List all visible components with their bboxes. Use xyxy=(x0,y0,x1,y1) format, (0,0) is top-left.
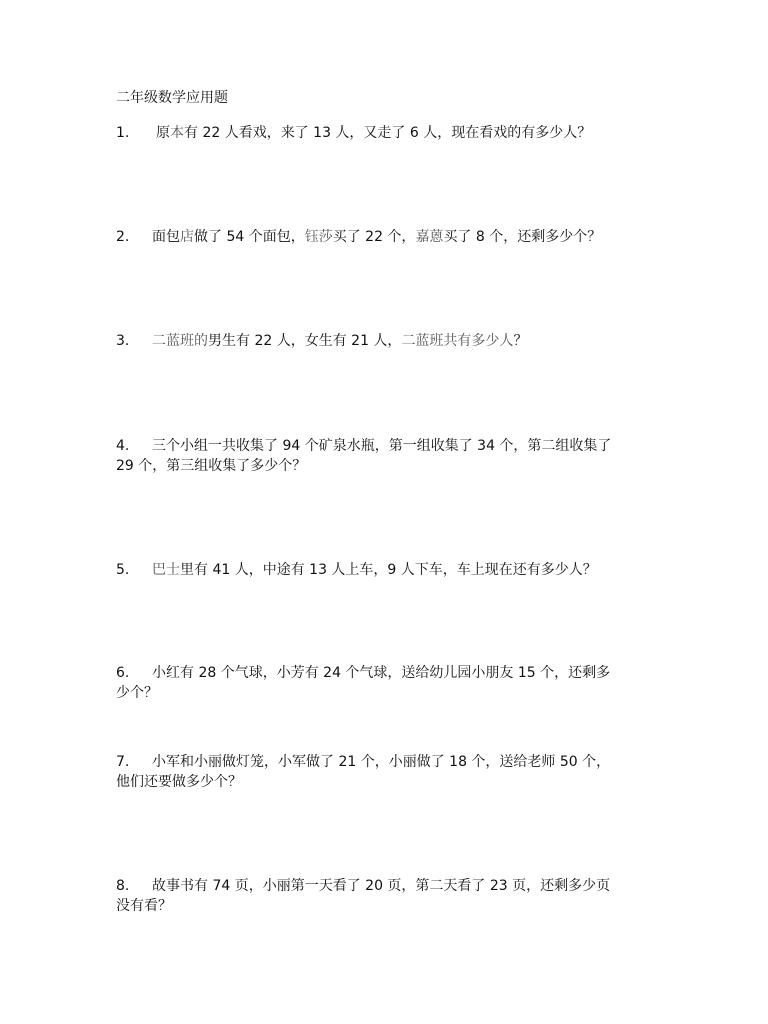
question-6-line-1 xyxy=(116,663,661,683)
question-2-text-e: 买了 22 个， xyxy=(332,229,416,245)
question-8-text-line-1: 故事书有 74 页，小丽第一天看了 20 页，第二天看了 23 页，还剩多少页 xyxy=(152,878,611,894)
question-1-text-a: 原 xyxy=(156,125,170,141)
question-6-line-2: 少个？ xyxy=(116,685,158,701)
question-1-text-c: 有 22 人看戏，来了 13 人，又走了 6 人，现在看戏的有多少人？ xyxy=(184,125,592,141)
question-1-text-b: 本 xyxy=(170,125,184,141)
worksheet-title: 二年级数学应用题 xyxy=(116,90,228,106)
question-6 xyxy=(116,663,661,703)
question-3-number: 3. xyxy=(116,333,130,349)
question-4-line-1 xyxy=(116,436,661,456)
question-2-text-c: 做了 54 个面包， xyxy=(194,229,305,245)
question-1-line-1 xyxy=(116,123,661,143)
question-5 xyxy=(116,560,661,580)
question-2 xyxy=(116,227,661,247)
question-2-number: 2. xyxy=(116,229,130,245)
question-2-text-g: 买了 8 个，还剩多少个？ xyxy=(443,229,602,245)
question-2-text-d: 钰莎 xyxy=(304,229,333,245)
question-1-number: 1. xyxy=(116,125,130,141)
question-3-line-1 xyxy=(116,331,661,351)
question-8 xyxy=(116,876,661,916)
question-3-text-a: 二蓝班的 xyxy=(152,333,208,349)
question-7 xyxy=(116,752,661,792)
question-5-number: 5. xyxy=(116,562,130,578)
question-2-text-b: 店 xyxy=(180,229,194,245)
question-3-text-d: ？ xyxy=(513,333,528,349)
question-4-number: 4. xyxy=(116,438,130,454)
question-2-line-1 xyxy=(116,227,661,247)
question-3 xyxy=(116,331,661,351)
question-4-text-line-1: 三个小组一共收集了 94 个矿泉水瓶，第一组收集了 34 个，第二组收集了 xyxy=(152,438,612,454)
question-4 xyxy=(116,436,661,476)
question-8-line-2: 没有看？ xyxy=(116,898,172,914)
question-7-line-2: 他们还要做多少个？ xyxy=(116,774,242,790)
question-3-text-b: 男生有 22 人，女生有 21 人， xyxy=(208,333,402,349)
question-4-line-2: 29 个，第三组收集了多少个？ xyxy=(116,458,307,474)
question-7-text-line-1: 小军和小丽做灯笼，小军做了 21 个，小丽做了 18 个，送给老师 50 个， xyxy=(152,754,611,770)
question-2-text-a: 面包 xyxy=(152,229,180,245)
question-6-number: 6. xyxy=(116,665,130,681)
question-8-number: 8. xyxy=(116,878,130,894)
question-5-line-1 xyxy=(116,560,661,580)
question-5-text-a: 巴士 xyxy=(152,562,180,578)
question-7-line-1 xyxy=(116,752,661,772)
question-6-text-line-1: 小红有 28 个气球，小芳有 24 个气球，送给幼儿园小朋友 15 个，还剩多 xyxy=(152,665,611,681)
question-3-text-c: 二蓝班共有多少人 xyxy=(401,333,514,349)
question-7-number: 7. xyxy=(116,754,130,770)
question-1 xyxy=(116,123,661,143)
question-2-text-f: 嘉蒽 xyxy=(415,229,444,245)
question-8-line-1 xyxy=(116,876,661,896)
question-5-text-b: 里有 41 人，中途有 13 人上车，9 人下车，车上现在还有多少人？ xyxy=(180,562,597,578)
